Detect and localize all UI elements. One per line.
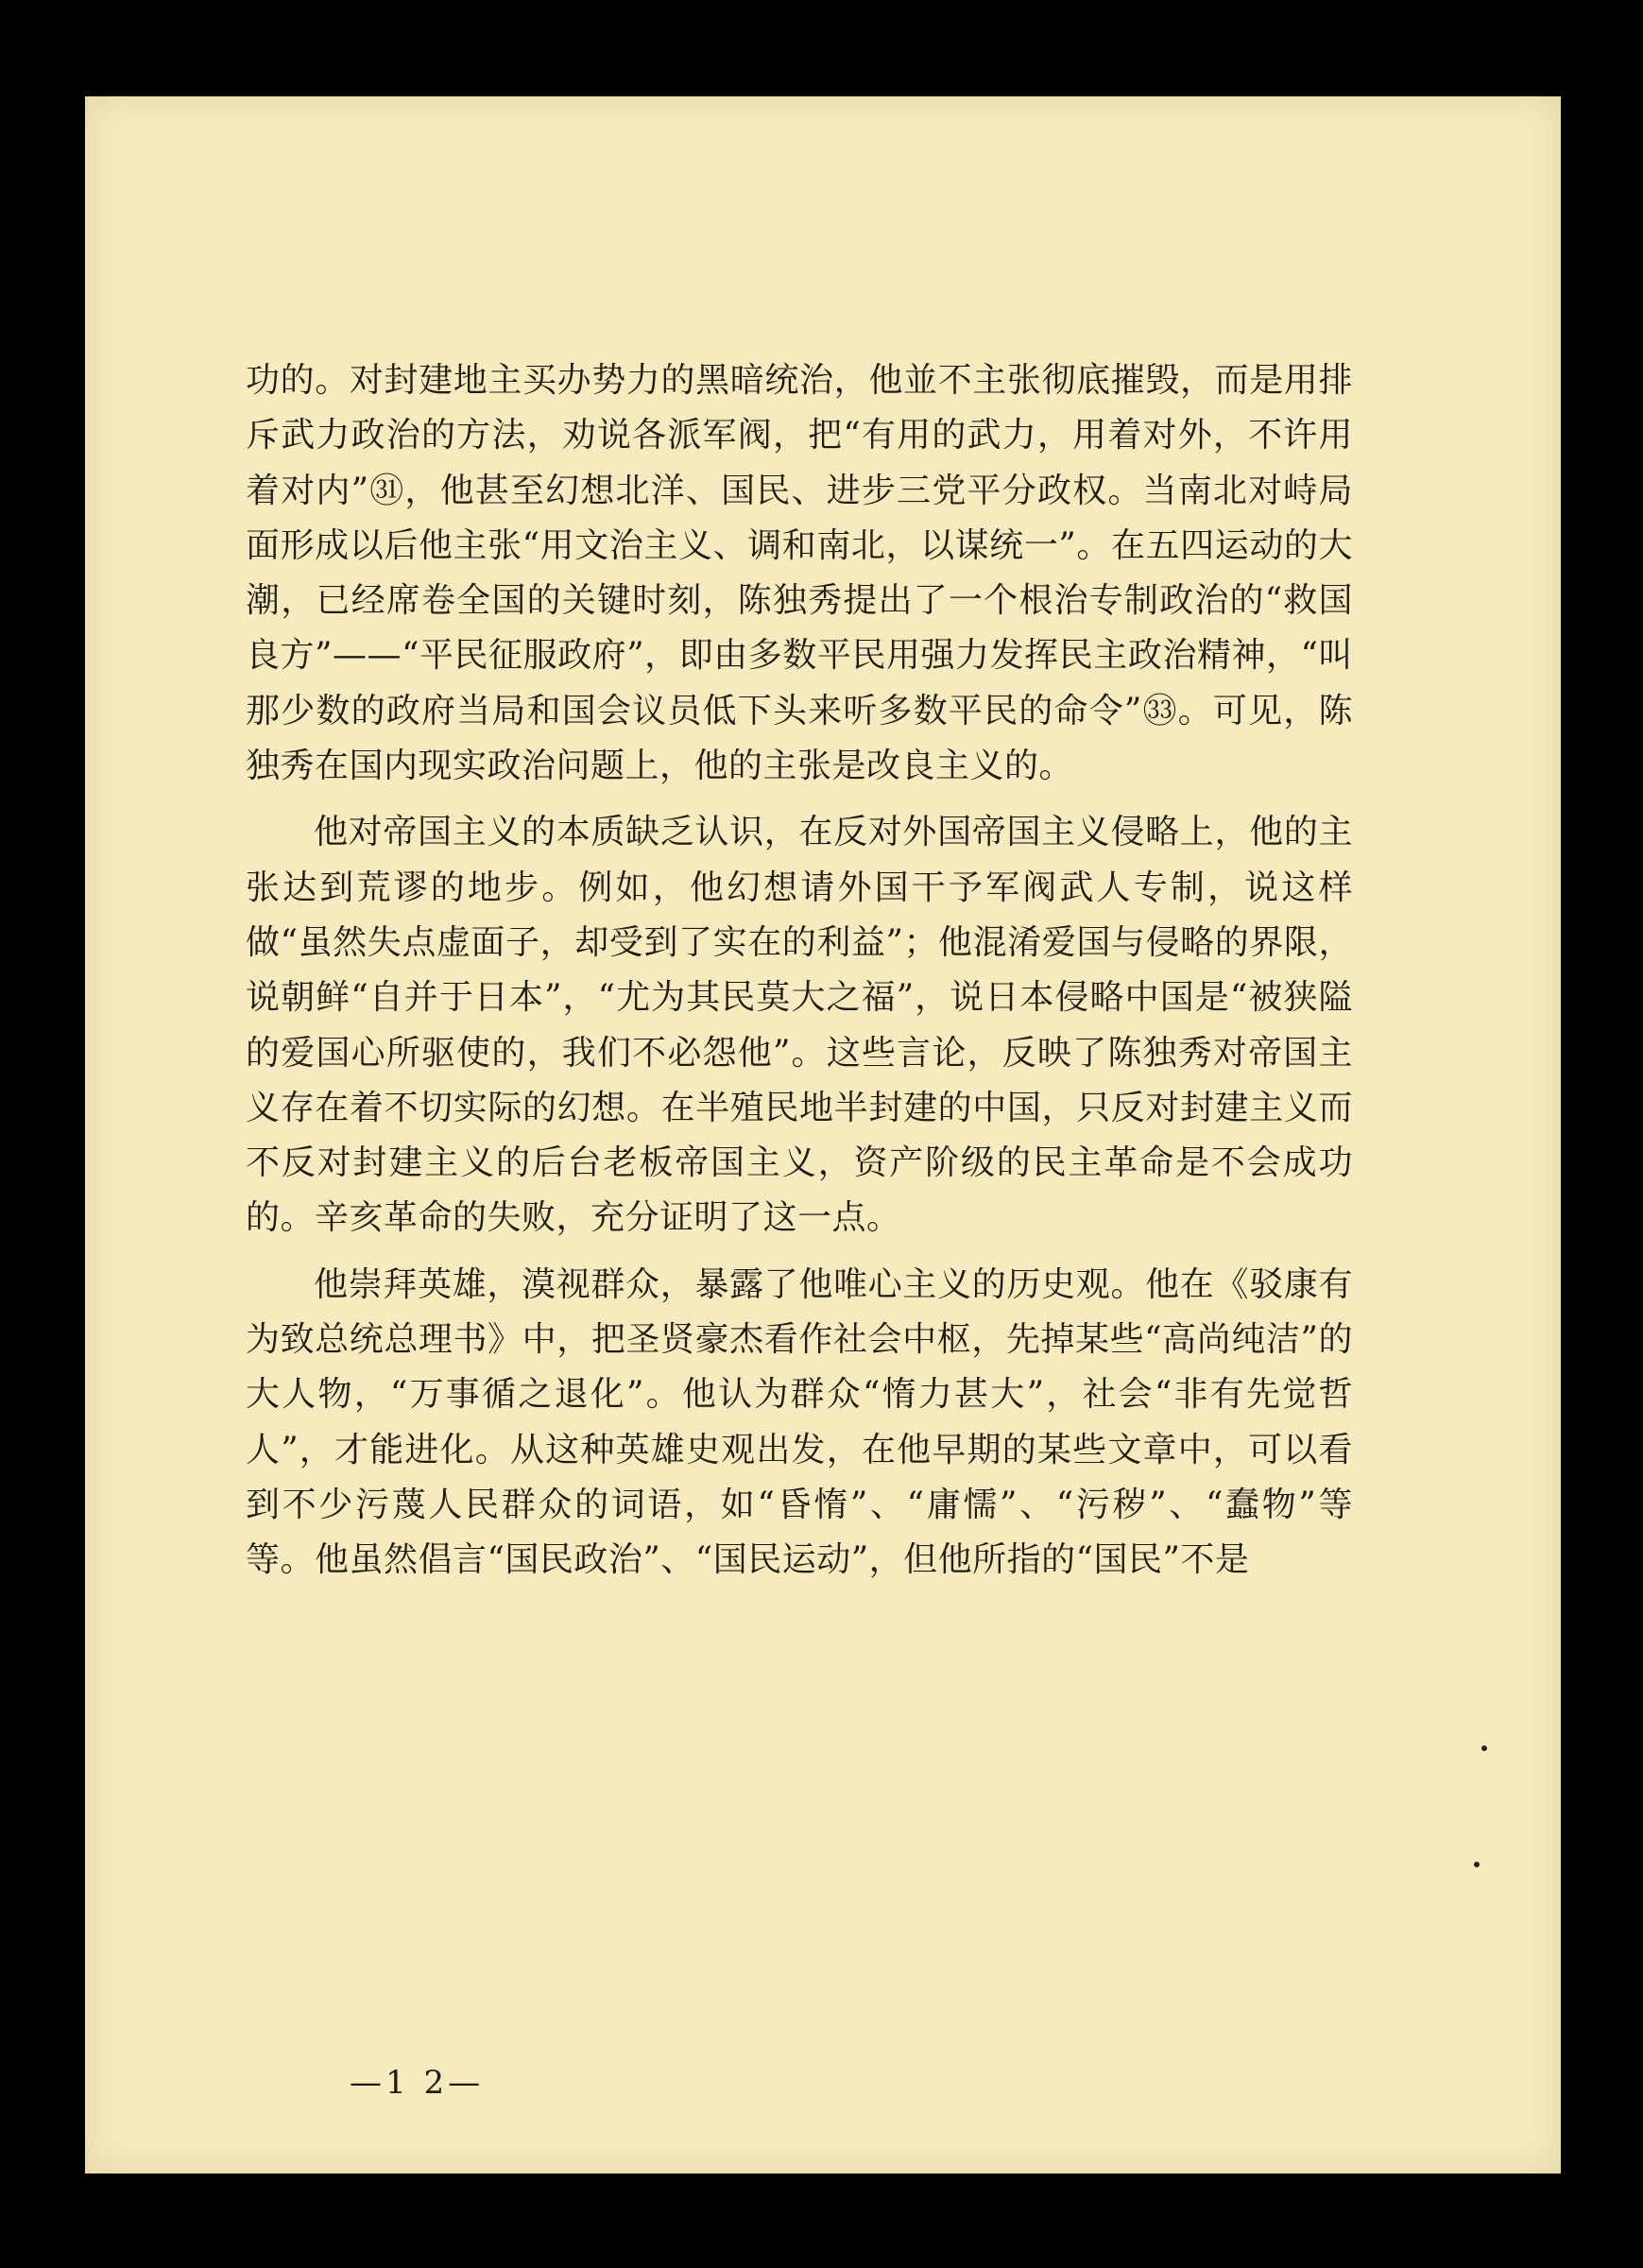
ink-speck bbox=[1481, 1745, 1487, 1751]
paragraph-1: 功的。对封建地主买办势力的黑暗统治，他並不主张彻底摧毁，而是用排斥武力政治的方法，劝说各派军阀，把“有用的武力，用着对外，不许用着对内”㉛，他甚至幻想北洋、国民、进步三党平分政权。当南北对峙局面形成以后他主张“用文治主义、调和南北，以谋统一”。在五四运动的大潮，已经席卷全国的关键时刻，陈独秀提出了一个根治专制政治的“救国良方”——“平民征服政府”，即由多数平民用强力发挥民主政治精神，“叫那少数的政府当局和国会议员低下头来听多数平民的命令”㉝。可见，陈独秀在国内现实政治问题上，他的主张是改良主义的。 bbox=[246, 361, 1353, 786]
page-number: —1 2— bbox=[350, 2064, 485, 2102]
document-page bbox=[85, 96, 1561, 2174]
body-text bbox=[246, 353, 1353, 1600]
paragraph-3: 他崇拜英雄，漠视群众，暴露了他唯心主义的历史观。他在《驳康有为致总统总理书》中，把圣贤豪杰看作社会中枢，先掉某些“高尚纯洁”的大人物，“万事循之退化”。他认为群众“惰力甚大”，社会“非有先觉哲人”，才能进化。从这种英雄史观出发，在他早期的某些文章中，可以看到不少污蔑人民群众的词语，如“昏惰”、“庸懦”、“污秽”、“蠢物”等等。他虽然倡言“国民政治”、“国民运动”，但他所指的“国民”不是 bbox=[246, 1264, 1353, 1580]
paragraph-2: 他对帝国主义的本质缺乏认识，在反对外国帝国主义侵略上，他的主张达到荒谬的地步。例如，他幻想请外国干予军阀武人专制，说这样做“虽然失点虚面子，却受到了实在的利益”；他混淆爱国与侵略的界限，说朝鲜“自并于日本”，“尤为其民莫大之福”，说日本侵略中国是“被狭隘的爱国心所驱使的，我们不必怨他”。这些言论，反映了陈独秀对帝国主义存在着不切实际的幻想。在半殖民地半封建的中国，只反对封建主义而不反对封建主义的后台老板帝国主义，资产阶级的民主革命是不会成功的。辛亥革命的失败，充分证明了这一点。 bbox=[246, 813, 1353, 1238]
ink-speck bbox=[1474, 1862, 1480, 1867]
